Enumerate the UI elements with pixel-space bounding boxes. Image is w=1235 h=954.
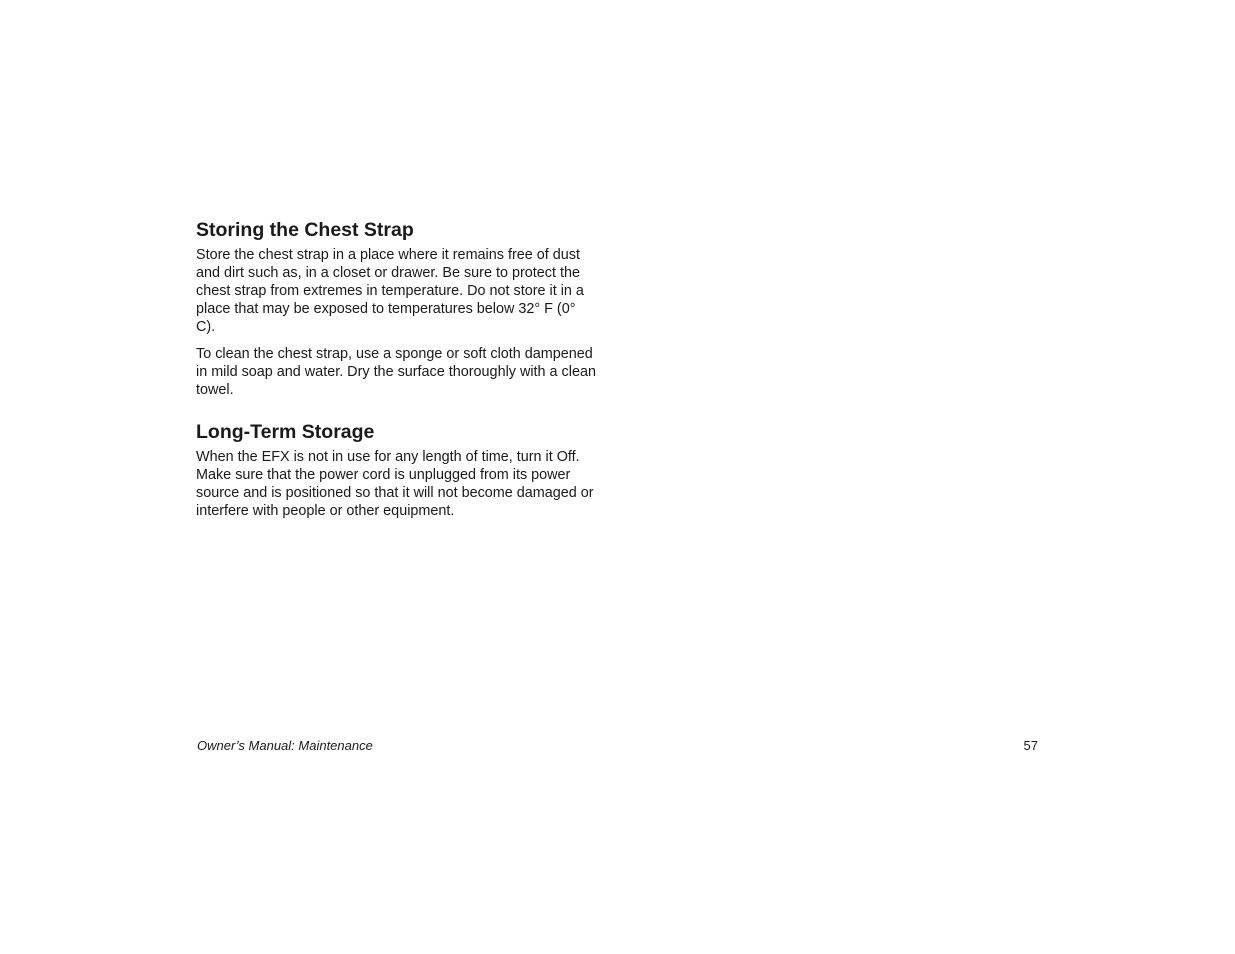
- section-long-term-storage: [196, 420, 596, 520]
- section-storing-chest-strap: [196, 218, 596, 399]
- section-heading: Storing the Chest Strap: [196, 219, 414, 241]
- section-heading: Long-Term Storage: [196, 421, 375, 443]
- section-paragraph: To clean the chest strap, use a sponge or soft cloth dampened in mild soap and water. Dry the surface thoroughly with a clean towel.: [196, 346, 596, 398]
- section-paragraph: When the EFX is not in use for any length of time, turn it Off. Make sure that the power cord is unplugged from its power source and is positioned so that it will not become damaged or interfere with people or other equipment.: [196, 449, 594, 519]
- page-content: [196, 218, 596, 529]
- page-number: 57: [1023, 738, 1038, 753]
- section-paragraph: Store the chest strap in a place where it remains free of dust and dirt such as, in a closet or drawer. Be sure to protect the chest strap from extremes in temperature. Do not store it in a place that may be exposed to temperatures below 32° F (0° C).: [196, 247, 584, 335]
- footer-title: Owner’s Manual: Maintenance: [197, 738, 373, 753]
